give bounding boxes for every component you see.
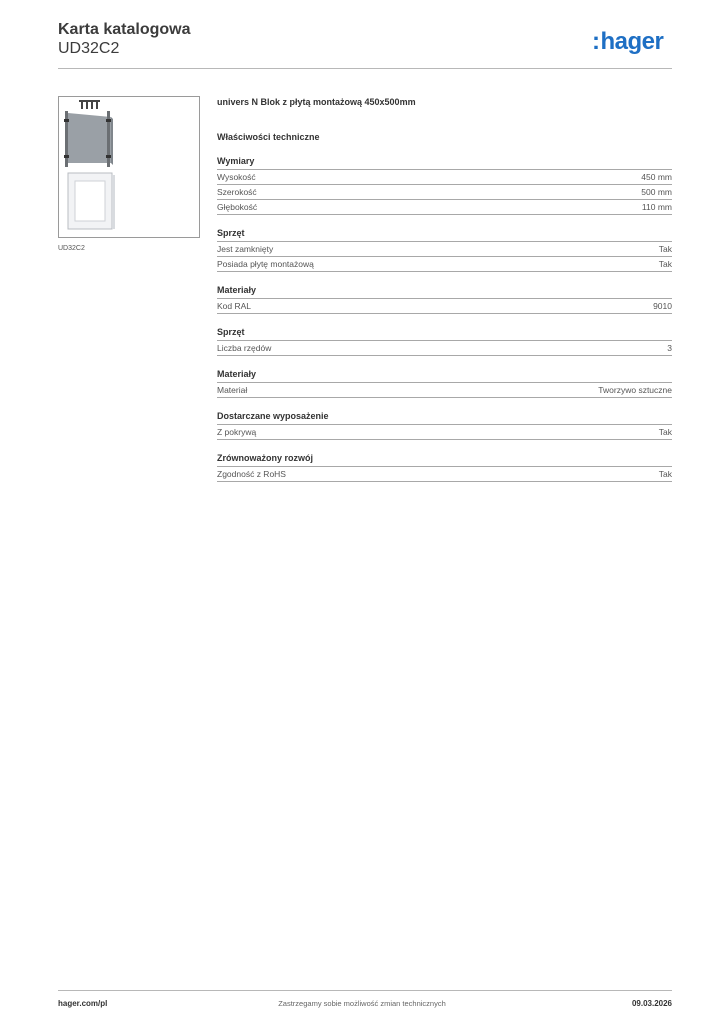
hager-logo[interactable] — [592, 28, 663, 56]
spec-value: 500 mm — [641, 187, 672, 197]
spec-row — [217, 467, 672, 482]
spec-group-title: Wymiary — [217, 155, 672, 170]
product-title: univers N Blok z płytą montażową 450x500mm — [217, 97, 416, 107]
spec-value: 9010 — [653, 301, 672, 311]
spec-label: Głębokość — [217, 202, 258, 212]
image-caption: UD32C2 — [58, 245, 85, 252]
spec-row — [217, 185, 672, 200]
spec-group — [217, 368, 672, 398]
spec-row — [217, 299, 672, 314]
spec-value: 110 mm — [641, 202, 672, 212]
spec-row — [217, 383, 672, 398]
spec-row — [217, 170, 672, 185]
spec-value: 3 — [667, 343, 672, 353]
spec-group-title: Materiały — [217, 368, 672, 383]
spec-value: Tak — [658, 427, 672, 437]
spec-value: Tak — [658, 244, 672, 254]
spec-group-title: Sprzęt — [217, 227, 672, 242]
logo-text: hager — [600, 28, 664, 55]
website-link[interactable]: hager.com/pl — [58, 999, 108, 1008]
spec-label: Z pokrywą — [217, 427, 257, 437]
spec-label: Posiada płytę montażową — [217, 259, 314, 269]
spec-value: Tak — [658, 469, 672, 479]
spec-label: Materiał — [217, 385, 248, 395]
spec-group — [217, 410, 672, 440]
enclosure-illustration-icon — [59, 97, 199, 237]
spec-group-title: Dostarczane wyposażenie — [217, 410, 672, 425]
specs-heading: Właściwości techniczne — [217, 132, 320, 142]
spec-group-title: Zrównoważony rozwój — [217, 452, 672, 467]
spec-value: Tak — [658, 259, 672, 269]
spec-label: Jest zamknięty — [217, 244, 274, 254]
document-date: 09.03.2026 — [631, 999, 672, 1008]
spec-row — [217, 200, 672, 215]
spec-group-title: Materiały — [217, 284, 672, 299]
spec-label: Szerokość — [217, 187, 257, 197]
spec-label: Kod RAL — [217, 301, 252, 311]
spec-group — [217, 452, 672, 482]
spec-value: Tworzywo sztuczne — [598, 385, 672, 395]
spec-row — [217, 425, 672, 440]
spec-value: 450 mm — [641, 172, 672, 182]
document-title: Karta katalogowa — [58, 21, 191, 38]
header-divider — [58, 68, 672, 69]
spec-row — [217, 341, 672, 356]
spec-label: Liczba rzędów — [217, 343, 272, 353]
spec-group — [217, 284, 672, 314]
spec-row — [217, 257, 672, 272]
logo-dots-icon: : — [592, 28, 600, 55]
spec-content — [217, 96, 672, 482]
spec-group — [217, 326, 672, 356]
product-code: UD32C2 — [58, 40, 120, 57]
footer-divider — [58, 990, 672, 991]
product-image — [58, 96, 200, 238]
spec-group — [217, 227, 672, 272]
disclaimer-text: Zastrzegamy sobie możliwość zmian technicznych — [278, 999, 446, 1008]
spec-label: Zgodność z RoHS — [217, 469, 286, 479]
spec-label: Wysokość — [217, 172, 256, 182]
screws-icon — [79, 100, 100, 109]
spec-group-title: Sprzęt — [217, 326, 672, 341]
spec-group — [217, 155, 672, 215]
spec-row — [217, 242, 672, 257]
